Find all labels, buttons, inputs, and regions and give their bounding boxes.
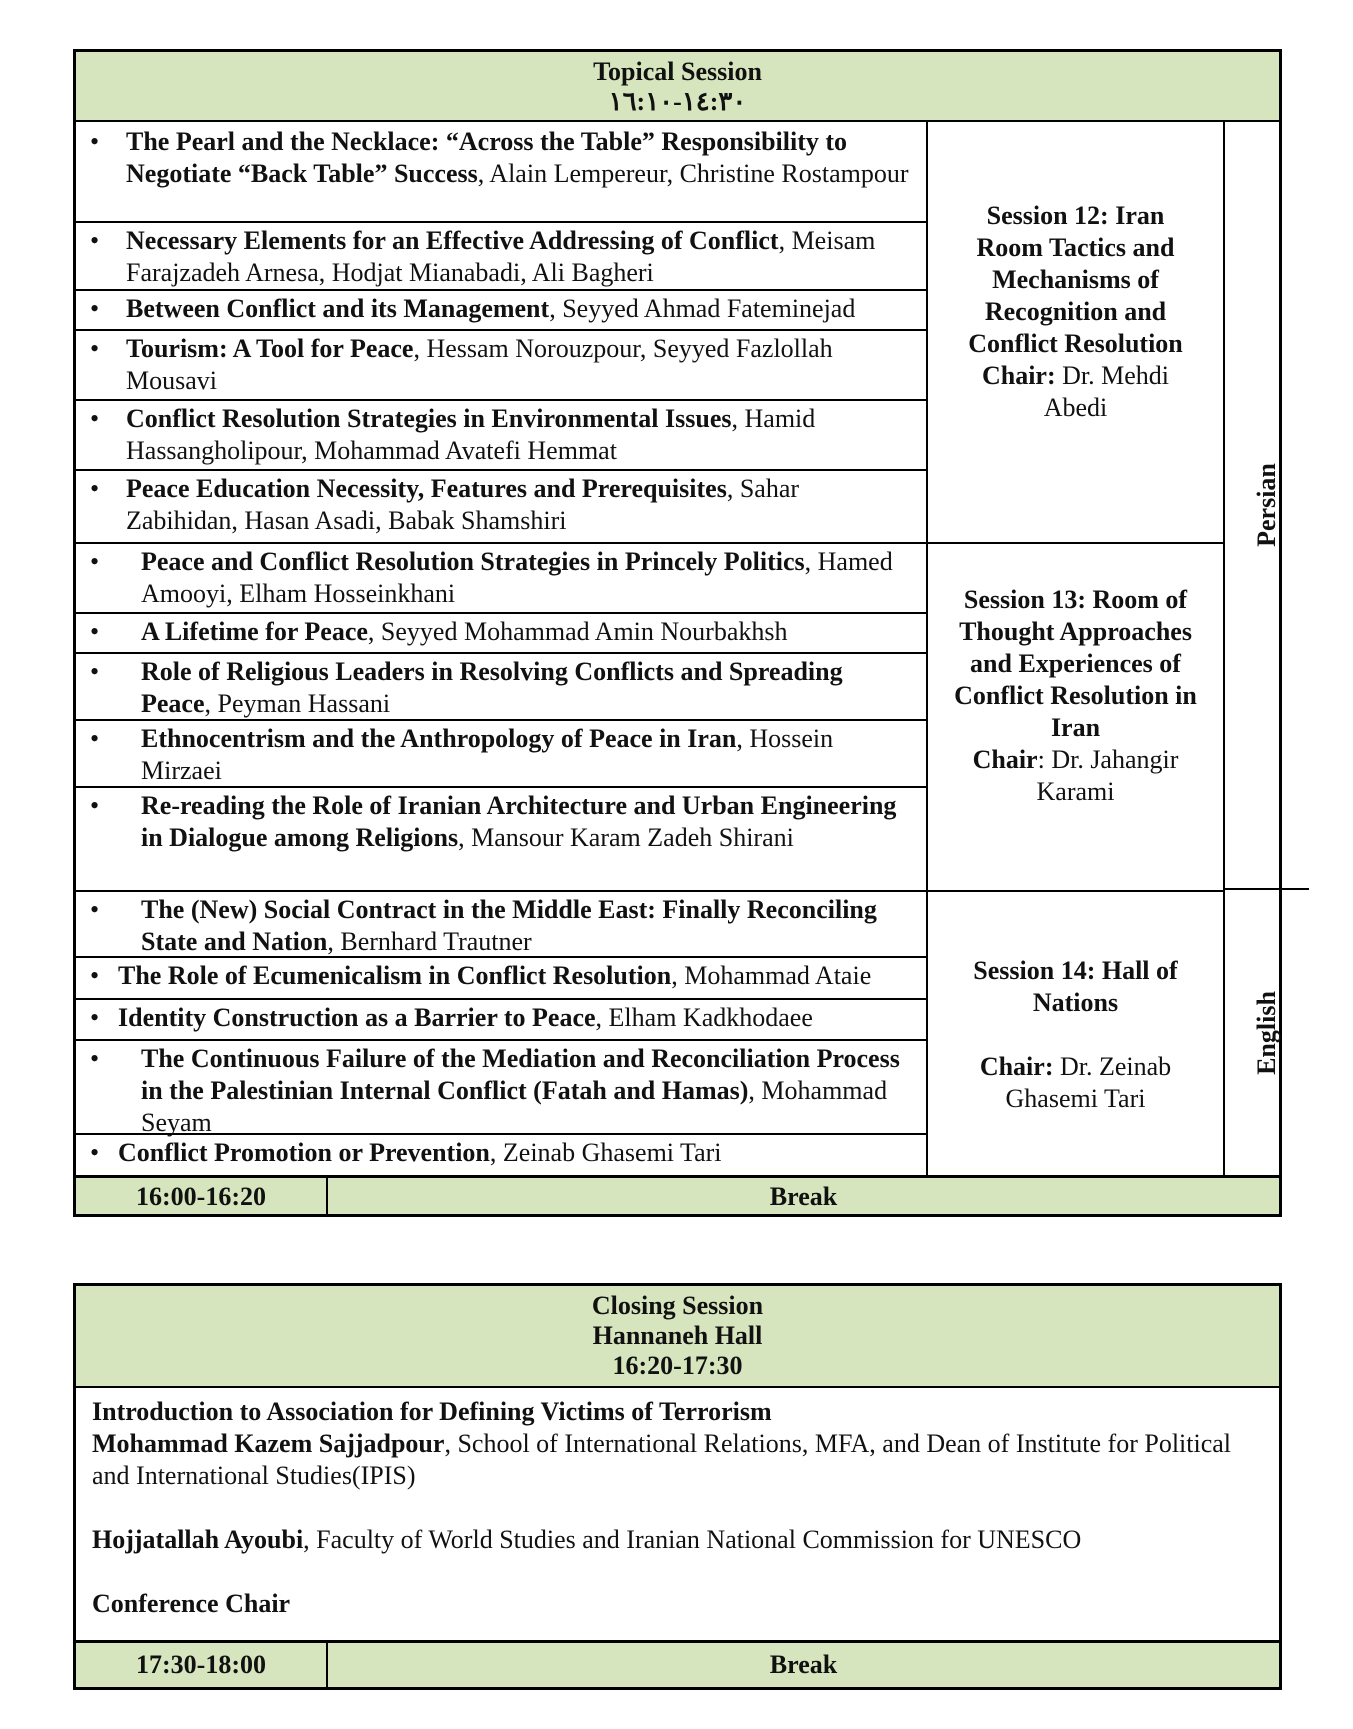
session-14-papers xyxy=(76,892,928,1177)
session-13-info xyxy=(928,544,1225,890)
paper-authors: , Sahar Zabihidan, Hasan Asadi, Babak Shamshiri xyxy=(126,474,800,535)
paper-authors: , Seyyed Ahmad Fateminejad xyxy=(549,294,856,323)
bullet-icon: • xyxy=(90,404,100,433)
paper-title: Identity Construction as a Barrier to Peace xyxy=(118,1003,596,1032)
speaker-name: Hojjatallah Ayoubi xyxy=(92,1525,304,1554)
topical-break-row xyxy=(76,1175,1279,1214)
session-group-14 xyxy=(76,892,1225,1177)
speaker-affiliation: , School of International Relations, MFA, and Dean of Institute for Political and International Studies(IPIS) xyxy=(92,1429,1232,1490)
sessions-area xyxy=(76,122,1225,1175)
session-title: Session 12: Iran Room Tactics and Mechanisms of Recognition and Conflict Resolution xyxy=(968,201,1183,358)
paper-item xyxy=(76,401,926,471)
paper-item xyxy=(76,1000,926,1041)
session-title: Session 14: Hall of Nations xyxy=(973,955,1178,1017)
bullet-icon: • xyxy=(90,226,100,255)
break-time: 17:30-18:00 xyxy=(76,1643,328,1687)
bullet-icon: • xyxy=(90,657,100,686)
bullet-icon: • xyxy=(90,1138,100,1167)
paper-authors: , Mansour Karam Zadeh Shirani xyxy=(458,823,794,852)
chair-name: Dr. Mehdi Abedi xyxy=(1043,361,1170,422)
session-group-12 xyxy=(76,122,1225,544)
paper-title: Re-reading the Role of Iranian Architecture and Urban Engineering in Dialogue among Religions xyxy=(141,791,897,852)
bullet-icon: • xyxy=(90,724,100,753)
chair-name: Dr. Zeinab Ghasemi Tari xyxy=(1005,1051,1172,1113)
language-label: Persian xyxy=(1251,463,1281,547)
paper-authors: , Meisam Farajzadeh Arnesa, Hodjat Mianabadi, Ali Bagheri xyxy=(126,226,876,287)
paper-title: Ethnocentrism and the Anthropology of Peace in Iran xyxy=(141,724,737,753)
paper-item xyxy=(76,291,926,331)
session-chair xyxy=(951,360,1201,424)
session-12-info xyxy=(928,122,1225,542)
paper-item xyxy=(76,654,926,721)
paper-title: Between Conflict and its Management xyxy=(126,294,550,323)
paper-title: Tourism: A Tool for Peace xyxy=(126,334,414,363)
topical-body xyxy=(76,122,1279,1175)
topical-session-header xyxy=(76,52,1279,122)
closing-session-header xyxy=(76,1286,1279,1388)
paper-title: Necessary Elements for an Effective Addressing of Conflict xyxy=(126,226,779,255)
paper-item xyxy=(76,331,926,401)
bullet-icon: • xyxy=(90,127,100,156)
break-label: Break xyxy=(769,1182,838,1211)
paper-item xyxy=(76,544,926,614)
bullet-icon: • xyxy=(90,617,100,646)
session-group-13 xyxy=(76,544,1225,892)
paper-title: Conflict Resolution Strategies in Environmental Issues xyxy=(126,404,732,433)
paper-title: Peace Education Necessity, Features and Prerequisites xyxy=(126,474,727,503)
paper-authors: , Seyyed Mohammad Amin Nourbakhsh xyxy=(367,617,788,646)
paper-item xyxy=(76,1135,926,1177)
bullet-icon: • xyxy=(90,791,100,820)
topical-session-table xyxy=(73,49,1282,1217)
bullet-icon: • xyxy=(90,1044,100,1073)
chair-name: : Dr. Jahangir Karami xyxy=(1036,745,1179,806)
closing-session-venue: Hannaneh Hall xyxy=(592,1321,763,1350)
paper-title: The Role of Ecumenicalism in Conflict Resolution xyxy=(118,961,672,990)
language-label: English xyxy=(1251,990,1281,1075)
paper-authors: , Alain Lempereur, Christine Rostampour xyxy=(477,159,909,188)
bullet-icon: • xyxy=(90,474,100,503)
session-chair xyxy=(938,744,1213,808)
session-12-papers xyxy=(76,122,928,542)
paper-title: The (New) Social Contract in the Middle East: Finally Reconciling State and Nation xyxy=(141,895,877,956)
chair-label: Chair: xyxy=(979,1051,1054,1081)
paper-item xyxy=(76,223,926,291)
break-time: 16:00-16:20 xyxy=(76,1178,328,1214)
closing-speaker-2 xyxy=(92,1524,1263,1556)
bullet-icon: • xyxy=(90,961,100,990)
paper-title: Role of Religious Leaders in Resolving Conflicts and Spreading Peace xyxy=(141,657,843,718)
paper-authors: , Hossein Mirzaei xyxy=(141,724,834,785)
bullet-icon: • xyxy=(90,294,100,323)
paper-title: Conflict Promotion or Prevention xyxy=(118,1138,490,1167)
bullet-icon: • xyxy=(90,334,100,363)
topical-session-title: Topical Session xyxy=(593,57,762,86)
session-chair xyxy=(951,1051,1201,1115)
paper-title: A Lifetime for Peace xyxy=(141,617,368,646)
speaker-name: Mohammad Kazem Sajjadpour xyxy=(92,1429,445,1458)
paper-authors: , Mohammad Seyam xyxy=(141,1076,888,1137)
bullet-icon: • xyxy=(90,895,100,924)
bullet-icon: • xyxy=(90,547,100,576)
speaker-affiliation: , Faculty of World Studies and Iranian National Commission for UNESCO xyxy=(303,1525,1082,1554)
paper-authors: , Zeinab Ghasemi Tari xyxy=(489,1138,722,1167)
paper-authors: , Hessam Norouzpour, Seyyed Fazlollah Mousavi xyxy=(126,334,833,395)
closing-chair: Conference Chair xyxy=(92,1589,291,1618)
paper-item xyxy=(76,721,926,788)
paper-item xyxy=(76,958,926,1000)
closing-speaker-1 xyxy=(92,1428,1263,1492)
paper-item xyxy=(76,788,926,890)
paper-title: The Continuous Failure of the Mediation and Reconciliation Process in the Palestinian Internal Conflict (Fatah and Hamas) xyxy=(141,1044,900,1105)
closing-session-body xyxy=(76,1388,1279,1640)
language-persian xyxy=(1225,122,1309,890)
language-english xyxy=(1225,890,1309,1175)
paper-title: Peace and Conflict Resolution Strategies in Princely Politics xyxy=(141,547,805,576)
paper-authors: , Peyman Hassani xyxy=(204,689,391,718)
paper-item xyxy=(76,892,926,958)
session-14-info xyxy=(928,892,1225,1177)
chair-label: Chair: xyxy=(981,361,1056,390)
closing-session-table xyxy=(73,1283,1282,1690)
closing-break-row xyxy=(76,1640,1279,1687)
paper-item xyxy=(76,122,926,223)
paper-authors: , Bernhard Trautner xyxy=(327,927,532,956)
session-title: Session 13: Room of Thought Approaches and Experiences of Conflict Resolution in Iran xyxy=(954,585,1197,742)
paper-authors: , Elham Kadkhodaee xyxy=(595,1003,813,1032)
break-label: Break xyxy=(769,1650,838,1679)
paper-authors: , Hamed Amooyi, Elham Hosseinkhani xyxy=(141,547,893,608)
chair-label: Chair xyxy=(972,745,1038,774)
closing-session-title: Closing Session xyxy=(591,1291,764,1320)
language-column xyxy=(1225,122,1309,1175)
paper-item xyxy=(76,614,926,654)
session-13-papers xyxy=(76,544,928,890)
topical-session-time: ١٤:٣٠-١٦:١٠ xyxy=(608,87,747,116)
bullet-icon: • xyxy=(90,1003,100,1032)
paper-authors: , Mohammad Ataie xyxy=(671,961,872,990)
paper-item xyxy=(76,471,926,542)
paper-authors: , Hamid Hassangholipour, Mohammad Avatefi Hemmat xyxy=(126,404,816,465)
closing-session-time: 16:20-17:30 xyxy=(612,1351,743,1380)
paper-title: The Pearl and the Necklace: “Across the Table” Responsibility to Negotiate “Back Table” Success xyxy=(126,127,848,188)
paper-item xyxy=(76,1041,926,1135)
closing-intro: Introduction to Association for Defining Victims of Terrorism xyxy=(92,1397,772,1426)
